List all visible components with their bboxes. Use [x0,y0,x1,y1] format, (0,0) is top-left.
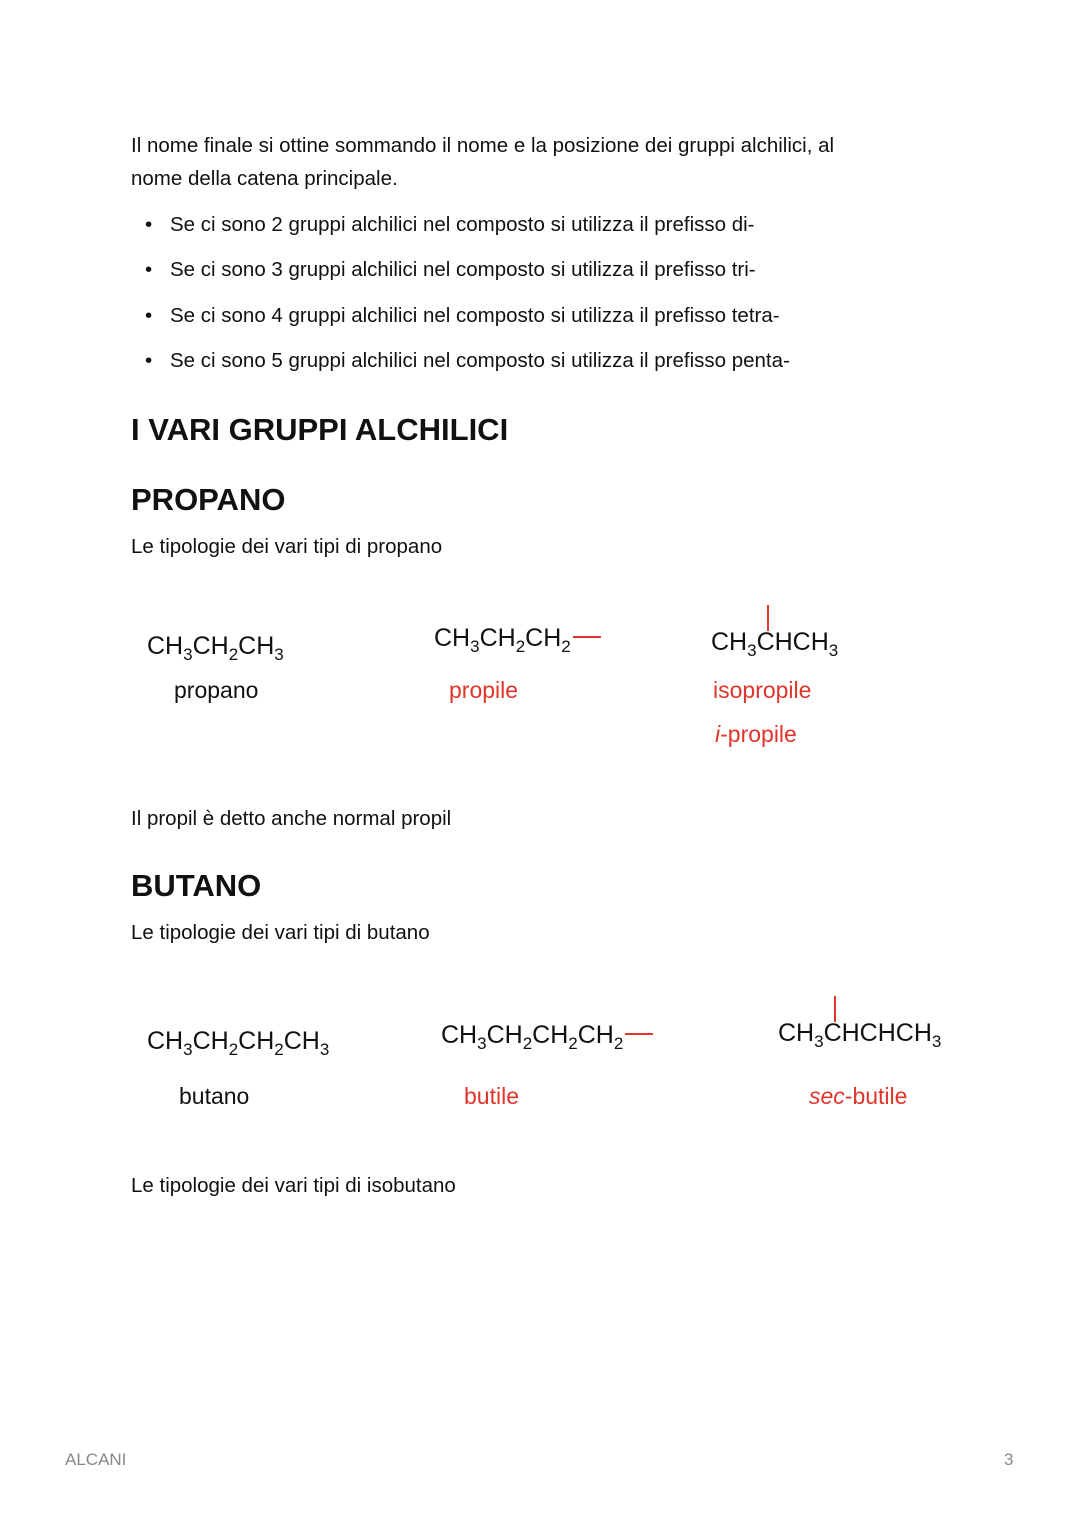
intro-line-1: Il nome finale si ottine sommando il nome e la posizione dei gruppi alchilici, al [131,134,835,157]
label-butile: butile [464,1083,519,1109]
propano-heading: PROPANO [131,482,286,517]
butano-subtitle: Le tipologie dei vari tipi di butano [131,921,430,944]
propano-subtitle: Le tipologie dei vari tipi di propano [131,535,443,558]
label-i-propile: i-propile [715,721,797,747]
intro-line-2: nome della catena principale. [131,167,398,190]
bullet-item: • Se ci sono 2 gruppi alchilici nel composto si utilizza il prefisso di- [170,213,755,237]
section-heading: I VARI GRUPPI ALCHILICI [131,412,509,447]
bullet-item: • Se ci sono 5 gruppi alchilici nel composto si utilizza il prefisso penta- [170,349,790,373]
formula-butano: $CH_3CH_2CH_2CH_3$ [147,1027,330,1059]
label-propano: propano [174,677,259,703]
bullet-item: • Se ci sono 3 gruppi alchilici nel composto si utilizza il prefisso tri- [170,258,756,282]
bond-line [625,1033,653,1035]
propil-note: Il propil è detto anche normal propil [131,807,452,830]
formula-propano: $CH_3CH_2CH_3$ [147,632,284,664]
label-propile: propile [449,677,519,703]
isobutano-text: Le tipologie dei vari tipi di isobutano [131,1174,456,1197]
formula-propile: $CH_3CH_2CH_2$ [434,624,601,653]
footer-title: ALCANI [65,1450,127,1469]
formula-butile: $CH_3CH_2CH_2CH_2$ [441,1021,653,1050]
butano-heading: BUTANO [131,868,262,903]
label-butano: butano [179,1083,250,1109]
intro-paragraph [131,129,834,195]
bullet-item: • Se ci sono 4 gruppi alchilici nel composto si utilizza il prefisso tetra- [170,304,780,328]
label-sec-butile: sec-butile [809,1083,908,1109]
formula-sec-butile: $CH_3CHCHCH_3$ [778,1019,942,1051]
formula-isopropile: $CH_3CHCH_3$ [711,628,839,660]
bond-line [573,636,601,638]
label-isopropile: isopropile [713,677,812,703]
page-number: 3 [1004,1450,1014,1469]
